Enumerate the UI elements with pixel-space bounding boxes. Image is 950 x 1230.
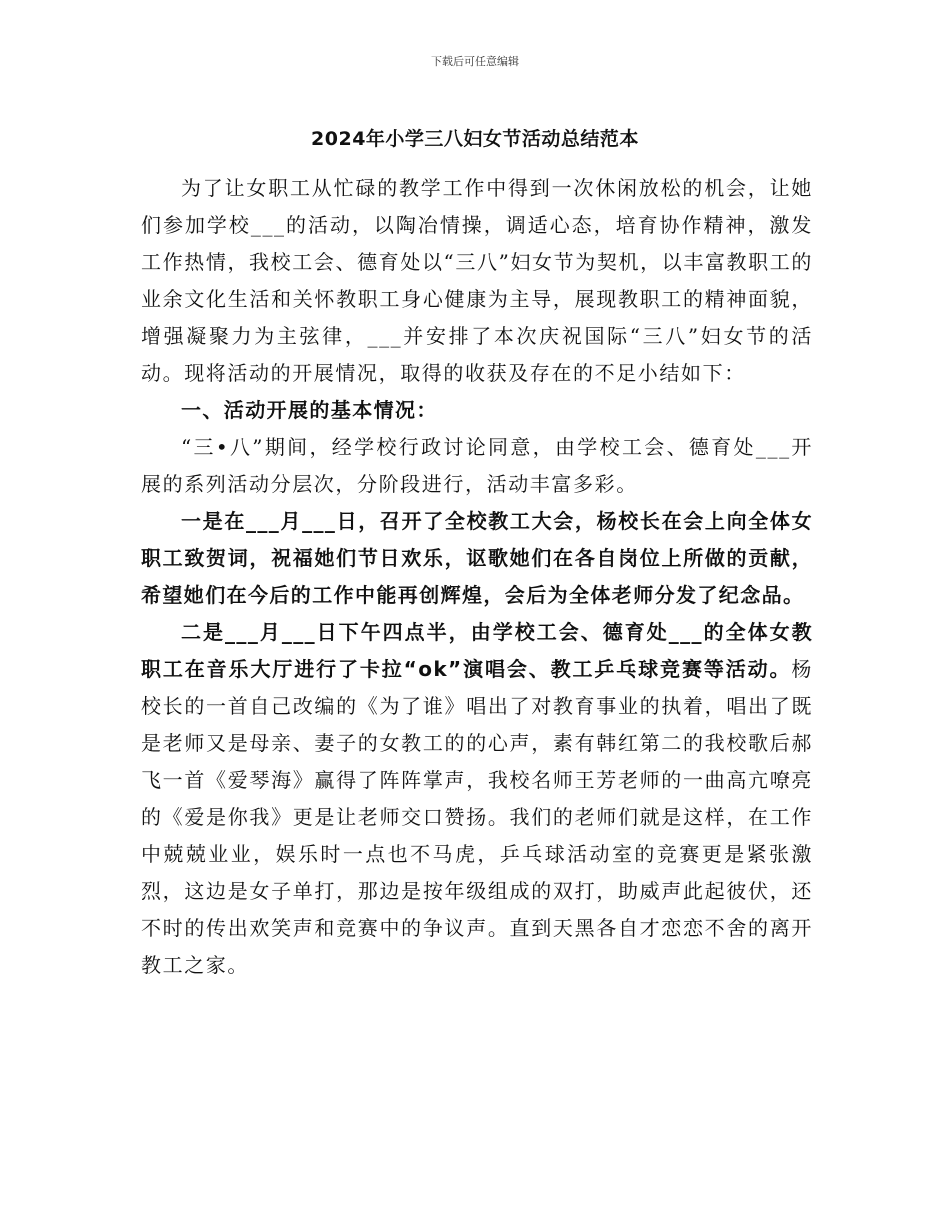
- item-two-body-text: 杨校长的一首自己改编的《为了谁》唱出了对教育事业的执着，唱出了既是老师又是母亲、妻子的女教工的的心声，素有韩红第二的我校歌后郝飞一首《爱琴海》赢得了阵阵掌声，我校名师王芳老师的一曲高亢嘹亮的《爱是你我》更是让老师交口赞扬。我们的老师们就是这样，在工作中兢兢业业，娱乐时一点也不马虎，乒乓球活动室的竞赛更是紧张激烈，这边是女子单打，那边是按年级组成的双打，助威声此起彼伏，还不时的传出欢笑声和竞赛中的争议声。直到天黑各自才恋恋不舍的离开教工之家。: [141, 657, 813, 977]
- item-two-paragraph: [141, 614, 813, 984]
- item-one-paragraph: 一是在___月___日，召开了全校教工大会，杨校长在会上向全体女职工致贺词，祝福她们节日欢乐，讴歌她们在各自岗位上所做的贡献，希望她们在今后的工作中能再创辉煌，会后为全体老师分发了纪念品。: [141, 509, 813, 607]
- page-header-note: 下载后可任意编辑: [431, 55, 519, 68]
- item-two-bold-text: 二是___月___日下午四点半，由学校工会、德育处___的全体女教职工在音乐大厅进行了卡拉“ok”演唱会、教工乒乓球竞赛等活动。: [141, 620, 813, 681]
- section-paragraph: “三•八”期间，经学校行政讨论同意，由学校工会、德育处___开展的系列活动分层次，分阶段进行，活动丰富多彩。: [141, 435, 813, 496]
- document-body: [141, 170, 813, 984]
- section-heading: 一、活动开展的基本情况：: [181, 398, 438, 422]
- document-title: 2024年小学三八妇女节活动总结范本: [311, 128, 639, 150]
- intro-paragraph: 为了让女职工从忙碌的教学工作中得到一次休闲放松的机会，让她们参加学校___的活动，以陶冶情操，调适心态，培育协作精神，激发工作热情，我校工会、德育处以“三八”妇女节为契机，以丰富教职工的业余文化生活和关怀教职工身心健康为主导，展现教职工的精神面貌，增强凝聚力为主弦律，___并安排了本次庆祝国际“三八”妇女节的活动。现将活动的开展情况，取得的收获及存在的不足小结如下：: [141, 176, 813, 385]
